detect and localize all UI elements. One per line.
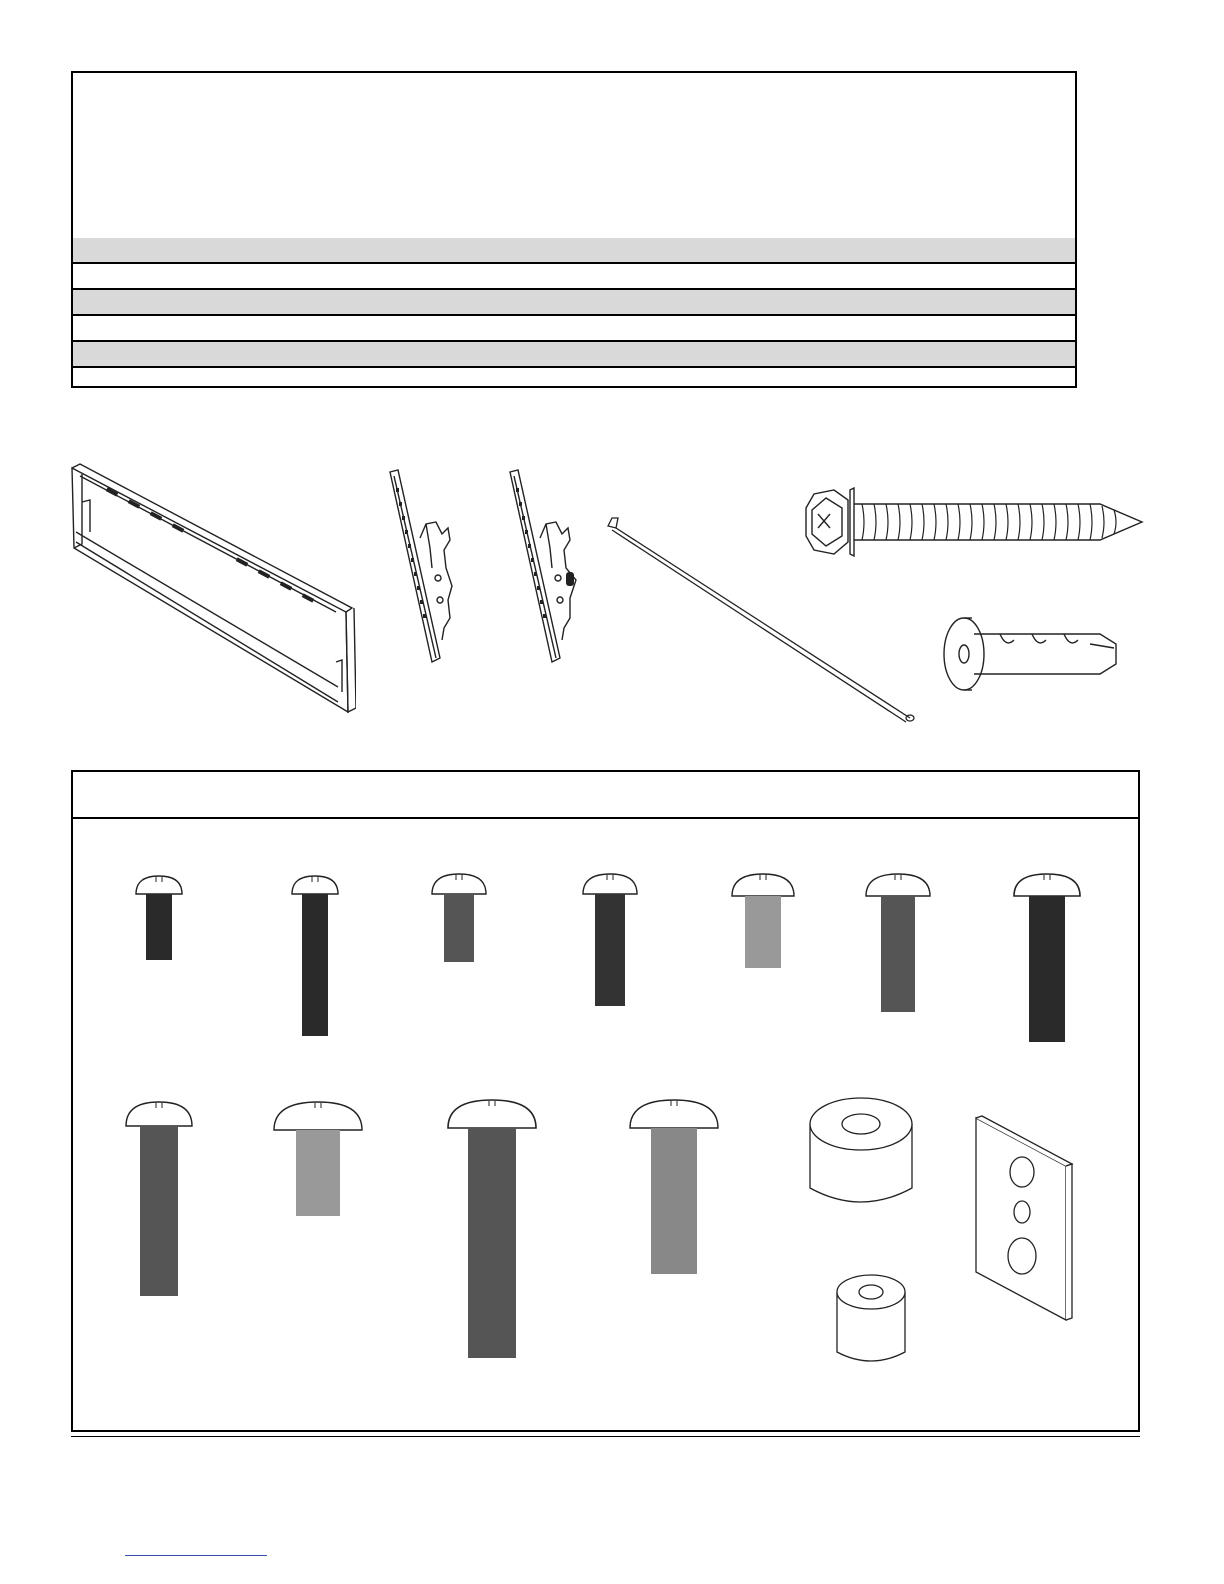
screw-icon [730, 872, 796, 970]
screw-icon [864, 872, 932, 1014]
spacer-icon [806, 1094, 916, 1210]
screw-icon [628, 1098, 720, 1276]
hardware-box-header [73, 772, 1138, 819]
parts-table-row [73, 238, 1075, 264]
screw-icon [124, 1100, 194, 1298]
lag-bolt-icon [800, 484, 1144, 560]
screw-icon [272, 1100, 364, 1218]
wall-anchor-icon [940, 614, 1120, 694]
screw-icon [430, 872, 488, 964]
spacer-icon [834, 1272, 908, 1368]
parts-table [71, 71, 1077, 388]
hardware-box [71, 770, 1140, 1432]
screw-icon [1012, 872, 1082, 1044]
screw-icon [581, 872, 639, 1008]
parts-table-row [73, 264, 1075, 290]
parts-table-row [73, 368, 1075, 392]
screw-icon [134, 874, 184, 962]
footer-rule [71, 1436, 1140, 1437]
washer-plate-icon [972, 1114, 1076, 1322]
parts-table-row [73, 342, 1075, 368]
right-bracket-icon [506, 468, 590, 664]
left-bracket-icon [386, 468, 466, 664]
parts-table-row [73, 290, 1075, 316]
parts-table-row [73, 316, 1075, 342]
parts-table-header [73, 73, 1075, 240]
screw-icon [446, 1098, 538, 1360]
screw-icon [290, 874, 340, 1038]
wall-plate-icon [66, 462, 356, 722]
footer-link-underline[interactable] [125, 1555, 267, 1556]
